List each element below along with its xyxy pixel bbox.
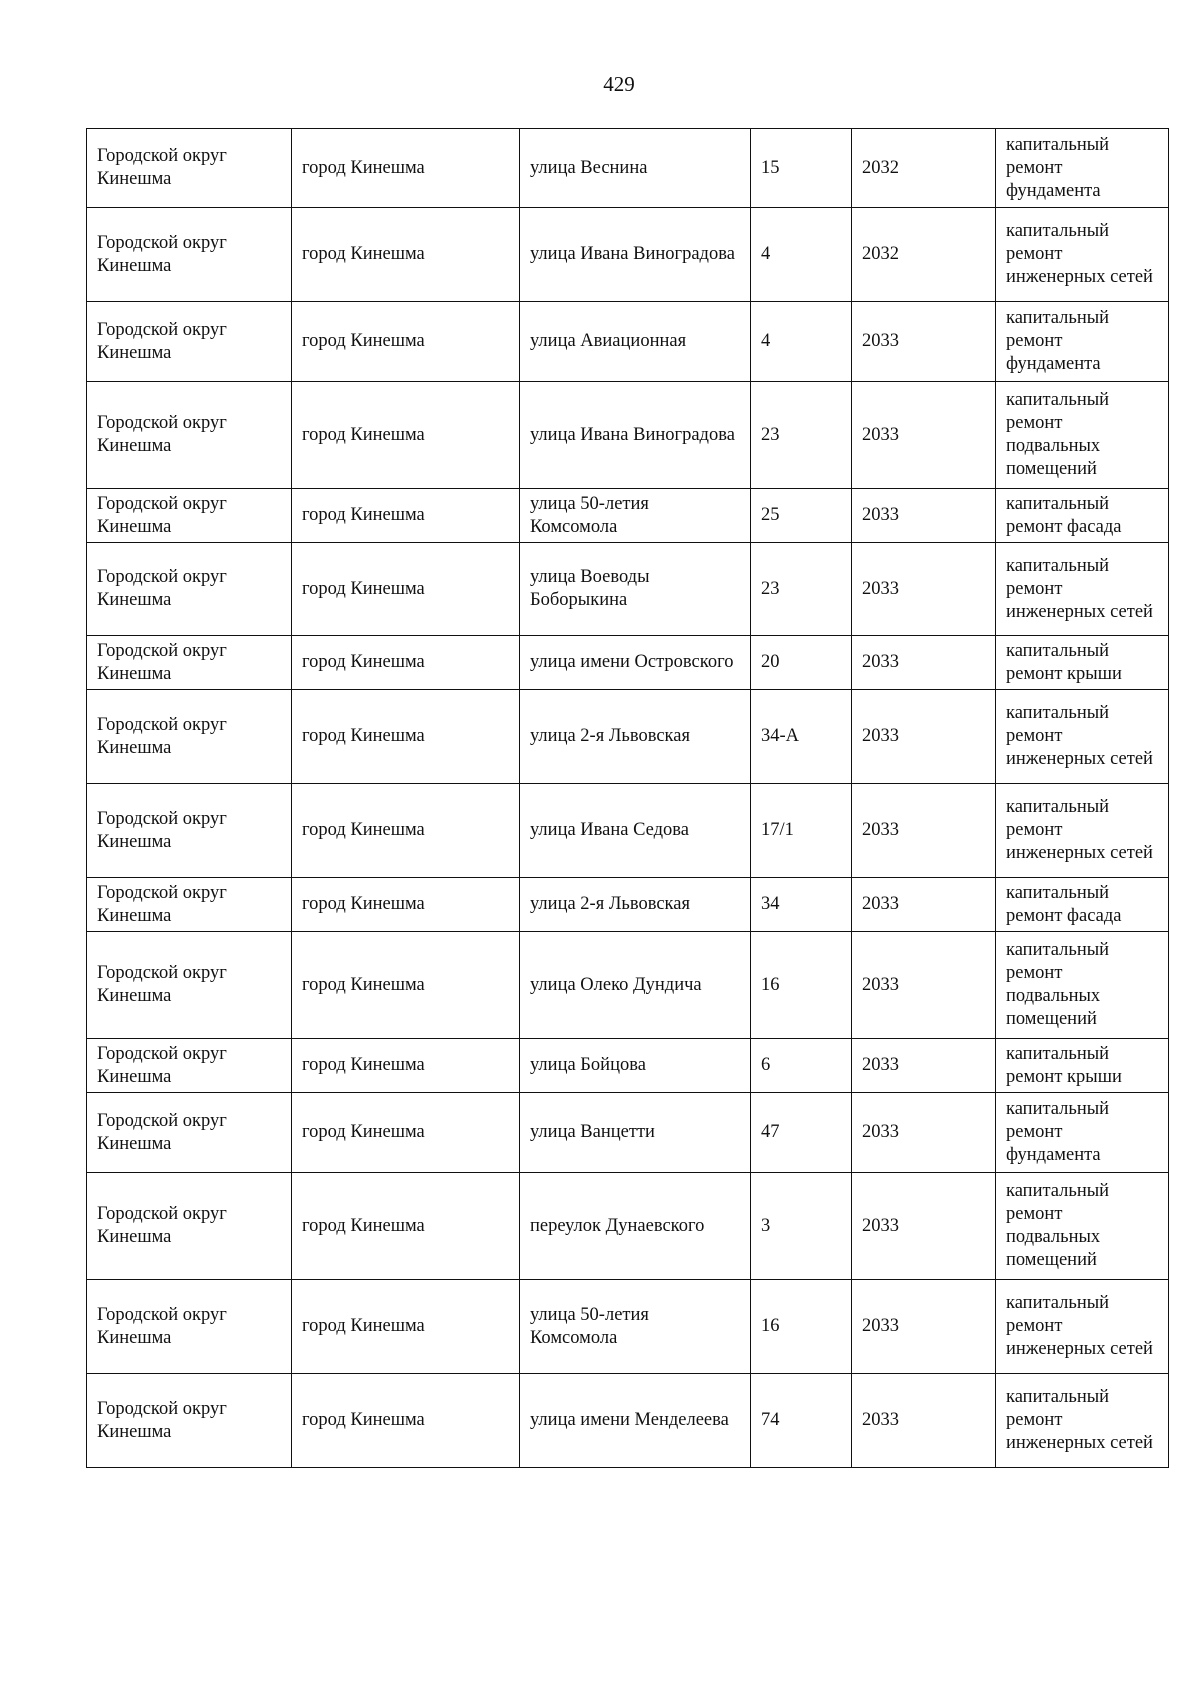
settlement-cell: город Кинешма [292, 1173, 520, 1280]
settlement-cell: город Кинешма [292, 1374, 520, 1468]
street-cell: улица Авиационная [520, 302, 751, 382]
district-cell: Городской округ Кинешма [87, 208, 292, 302]
house-number-cell: 15 [751, 129, 852, 208]
district-cell: Городской округ Кинешма [87, 1039, 292, 1093]
work-type-cell: капитальный ремонт подвальных помещений [996, 382, 1169, 489]
settlement-cell: город Кинешма [292, 878, 520, 932]
house-number-cell: 6 [751, 1039, 852, 1093]
settlement-cell: город Кинешма [292, 489, 520, 543]
work-type-cell: капитальный ремонт фундамента [996, 1093, 1169, 1173]
year-cell: 2033 [852, 1173, 996, 1280]
district-cell: Городской округ Кинешма [87, 690, 292, 784]
year-cell: 2033 [852, 1374, 996, 1468]
year-cell: 2033 [852, 878, 996, 932]
settlement-cell: город Кинешма [292, 1039, 520, 1093]
district-cell: Городской округ Кинешма [87, 636, 292, 690]
year-cell: 2033 [852, 636, 996, 690]
district-cell: Городской округ Кинешма [87, 382, 292, 489]
table-row [87, 690, 1169, 784]
district-cell: Городской округ Кинешма [87, 1374, 292, 1468]
settlement-cell: город Кинешма [292, 932, 520, 1039]
work-type-cell: капитальный ремонт инженерных сетей [996, 784, 1169, 878]
district-cell: Городской округ Кинешма [87, 1280, 292, 1374]
table-row [87, 1173, 1169, 1280]
year-cell: 2033 [852, 489, 996, 543]
year-cell: 2033 [852, 1039, 996, 1093]
table-row [87, 1093, 1169, 1173]
house-number-cell: 4 [751, 302, 852, 382]
settlement-cell: город Кинешма [292, 784, 520, 878]
house-number-cell: 17/1 [751, 784, 852, 878]
year-cell: 2033 [852, 1093, 996, 1173]
work-type-cell: капитальный ремонт фасада [996, 489, 1169, 543]
table-row [87, 302, 1169, 382]
table-row [87, 636, 1169, 690]
settlement-cell: город Кинешма [292, 382, 520, 489]
house-number-cell: 23 [751, 382, 852, 489]
street-cell: улица 2-я Львовская [520, 878, 751, 932]
work-type-cell: капитальный ремонт фасада [996, 878, 1169, 932]
work-type-cell: капитальный ремонт подвальных помещений [996, 932, 1169, 1039]
work-type-cell: капитальный ремонт инженерных сетей [996, 543, 1169, 636]
work-type-cell: капитальный ремонт подвальных помещений [996, 1173, 1169, 1280]
settlement-cell: город Кинешма [292, 636, 520, 690]
street-cell: улица Ивана Виноградова [520, 208, 751, 302]
street-cell: улица 2-я Львовская [520, 690, 751, 784]
street-cell: улица имени Менделеева [520, 1374, 751, 1468]
street-cell: улица Веснина [520, 129, 751, 208]
year-cell: 2032 [852, 208, 996, 302]
settlement-cell: город Кинешма [292, 129, 520, 208]
street-cell: улица Ивана Седова [520, 784, 751, 878]
work-type-cell: капитальный ремонт фундамента [996, 302, 1169, 382]
table-row [87, 129, 1169, 208]
house-number-cell: 23 [751, 543, 852, 636]
table-row [87, 382, 1169, 489]
table-row [87, 1374, 1169, 1468]
district-cell: Городской округ Кинешма [87, 543, 292, 636]
settlement-cell: город Кинешма [292, 543, 520, 636]
district-cell: Городской округ Кинешма [87, 489, 292, 543]
street-cell: улица Бойцова [520, 1039, 751, 1093]
settlement-cell: город Кинешма [292, 302, 520, 382]
district-cell: Городской округ Кинешма [87, 932, 292, 1039]
street-cell: переулок Дунаевского [520, 1173, 751, 1280]
house-number-cell: 4 [751, 208, 852, 302]
settlement-cell: город Кинешма [292, 1093, 520, 1173]
table-row [87, 784, 1169, 878]
page-number: 429 [603, 72, 635, 96]
house-number-cell: 34-А [751, 690, 852, 784]
street-cell: улица 50-летия Комсомола [520, 1280, 751, 1374]
year-cell: 2033 [852, 382, 996, 489]
table-row [87, 1039, 1169, 1093]
year-cell: 2033 [852, 302, 996, 382]
table-row [87, 932, 1169, 1039]
district-cell: Городской округ Кинешма [87, 129, 292, 208]
year-cell: 2033 [852, 932, 996, 1039]
work-type-cell: капитальный ремонт инженерных сетей [996, 1374, 1169, 1468]
street-cell: улица Ивана Виноградова [520, 382, 751, 489]
work-type-cell: капитальный ремонт крыши [996, 1039, 1169, 1093]
house-number-cell: 16 [751, 1280, 852, 1374]
work-type-cell: капитальный ремонт инженерных сетей [996, 208, 1169, 302]
house-number-cell: 34 [751, 878, 852, 932]
house-number-cell: 25 [751, 489, 852, 543]
house-number-cell: 74 [751, 1374, 852, 1468]
street-cell: улица Воеводы Боборыкина [520, 543, 751, 636]
settlement-cell: город Кинешма [292, 208, 520, 302]
district-cell: Городской округ Кинешма [87, 878, 292, 932]
year-cell: 2033 [852, 543, 996, 636]
street-cell: улица Ванцетти [520, 1093, 751, 1173]
table-row [87, 543, 1169, 636]
district-cell: Городской округ Кинешма [87, 1093, 292, 1173]
table-row [87, 1280, 1169, 1374]
year-cell: 2033 [852, 784, 996, 878]
house-number-cell: 20 [751, 636, 852, 690]
work-type-cell: капитальный ремонт инженерных сетей [996, 1280, 1169, 1374]
housing-repair-table [86, 128, 1169, 1468]
table-row [87, 878, 1169, 932]
street-cell: улица имени Островского [520, 636, 751, 690]
settlement-cell: город Кинешма [292, 1280, 520, 1374]
table-body [87, 129, 1169, 1468]
house-number-cell: 16 [751, 932, 852, 1039]
house-number-cell: 47 [751, 1093, 852, 1173]
table-row [87, 489, 1169, 543]
year-cell: 2032 [852, 129, 996, 208]
settlement-cell: город Кинешма [292, 690, 520, 784]
table-row [87, 208, 1169, 302]
district-cell: Городской округ Кинешма [87, 784, 292, 878]
street-cell: улица 50-летия Комсомола [520, 489, 751, 543]
house-number-cell: 3 [751, 1173, 852, 1280]
year-cell: 2033 [852, 690, 996, 784]
district-cell: Городской округ Кинешма [87, 1173, 292, 1280]
street-cell: улица Олеко Дундича [520, 932, 751, 1039]
work-type-cell: капитальный ремонт инженерных сетей [996, 690, 1169, 784]
year-cell: 2033 [852, 1280, 996, 1374]
district-cell: Городской округ Кинешма [87, 302, 292, 382]
work-type-cell: капитальный ремонт фундамента [996, 129, 1169, 208]
work-type-cell: капитальный ремонт крыши [996, 636, 1169, 690]
